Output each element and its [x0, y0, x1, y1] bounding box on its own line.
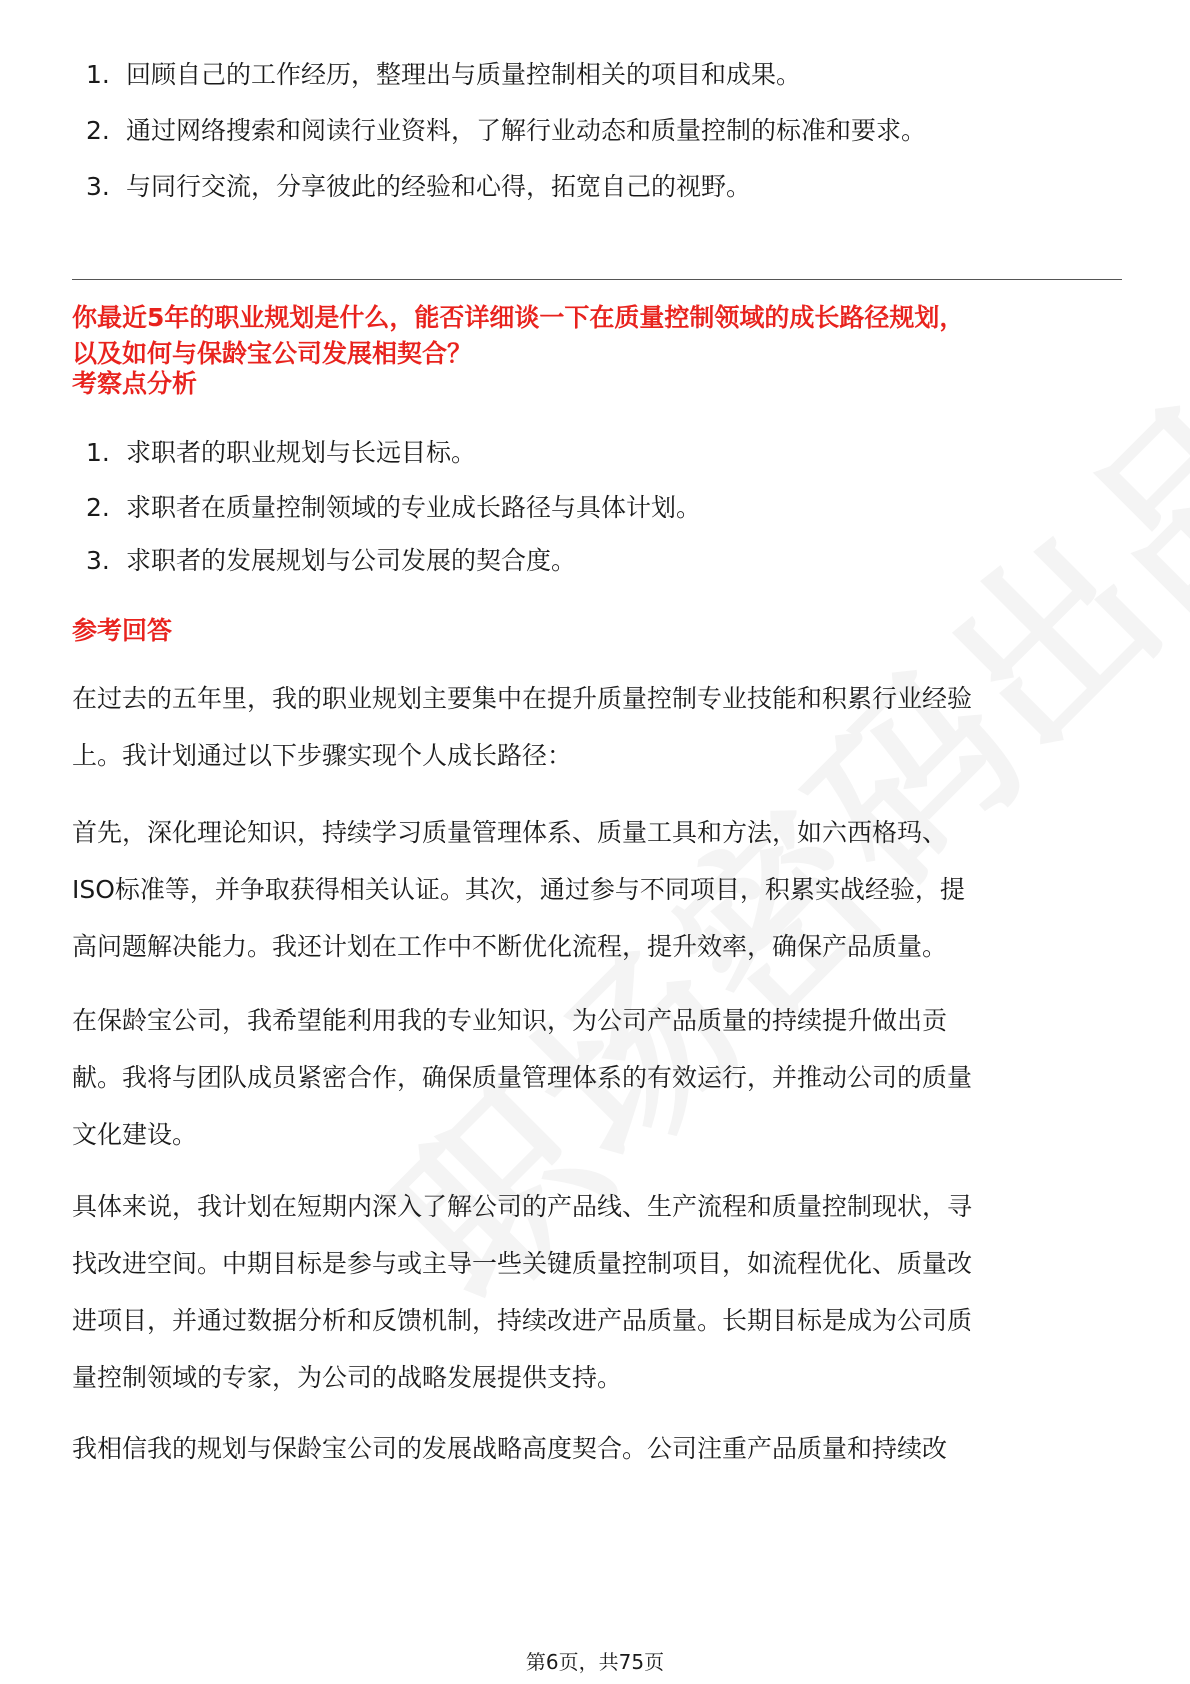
paragraph-line: 献。我将与团队成员紧密合作，确保质量管理体系的有效运行，并推动公司的质量 — [72, 1063, 973, 1092]
paragraph-line: ISO标准等，并争取获得相关认证。其次，通过参与不同项目，积累实战经验，提 — [72, 875, 965, 904]
list-number: 2. — [86, 116, 110, 145]
list-item — [86, 544, 576, 578]
paragraph-line: 找改进空间。中期目标是参与或主导一些关键质量控制项目，如流程优化、质量改 — [72, 1249, 973, 1278]
page-number: 第6页，共75页 — [525, 1650, 665, 1674]
answer-paragraph — [72, 670, 1122, 784]
section-divider — [72, 279, 1122, 280]
list-number: 2. — [86, 493, 110, 522]
paragraph-line: 量控制领域的专家，为公司的战略发展提供支持。 — [72, 1363, 623, 1392]
paragraph-line: 在过去的五年里，我的职业规划主要集中在提升质量控制专业技能和积累行业经验 — [72, 684, 973, 713]
answer-paragraph — [72, 804, 1122, 975]
question-line: 你最近5年的职业规划是什么，能否详细谈一下在质量控制领域的成长路径规划， — [72, 303, 965, 332]
list-text: 回顾自己的工作经历，整理出与质量控制相关的项目和成果。 — [126, 60, 802, 89]
list-item — [86, 114, 926, 148]
list-text: 求职者在质量控制领域的专业成长路径与具体计划。 — [126, 493, 702, 522]
list-item — [86, 58, 801, 92]
paragraph-line: 我相信我的规划与保龄宝公司的发展战略高度契合。公司注重产品质量和持续改 — [72, 1434, 948, 1463]
analysis-heading: 考察点分析 — [72, 369, 198, 398]
list-text: 通过网络搜索和阅读行业资料，了解行业动态和质量控制的标准和要求。 — [126, 116, 927, 145]
list-text: 与同行交流，分享彼此的经验和心得，拓宽自己的视野。 — [126, 172, 752, 201]
paragraph-line: 在保龄宝公司，我希望能利用我的专业知识，为公司产品质量的持续提升做出贡 — [72, 1006, 948, 1035]
paragraph-line: 首先，深化理论知识，持续学习质量管理体系、质量工具和方法，如六西格玛、 — [72, 818, 948, 847]
paragraph-line: 具体来说，我计划在短期内深入了解公司的产品线、生产流程和质量控制现状，寻 — [72, 1192, 973, 1221]
list-item — [86, 170, 751, 204]
interview-question — [72, 300, 1122, 372]
paragraph-line: 上。我计划通过以下步骤实现个人成长路径： — [72, 741, 573, 770]
paragraph-line: 高问题解决能力。我还计划在工作中不断优化流程，提升效率，确保产品质量。 — [72, 932, 948, 961]
list-number: 1. — [86, 438, 110, 467]
list-number: 1. — [86, 60, 110, 89]
paragraph-line: 进项目，并通过数据分析和反馈机制，持续改进产品质量。长期目标是成为公司质 — [72, 1306, 973, 1335]
answer-paragraph — [72, 992, 1122, 1163]
list-text: 求职者的职业规划与长远目标。 — [126, 438, 477, 467]
list-number: 3. — [86, 546, 110, 575]
answer-heading: 参考回答 — [72, 616, 173, 645]
list-number: 3. — [86, 172, 110, 201]
list-text: 求职者的发展规划与公司发展的契合度。 — [126, 546, 577, 575]
question-line: 以及如何与保龄宝公司发展相契合？ — [72, 339, 473, 368]
answer-paragraph — [72, 1420, 1122, 1477]
list-item — [86, 436, 476, 470]
list-item — [86, 491, 701, 525]
answer-paragraph — [72, 1178, 1122, 1406]
paragraph-line: 文化建设。 — [72, 1120, 198, 1149]
